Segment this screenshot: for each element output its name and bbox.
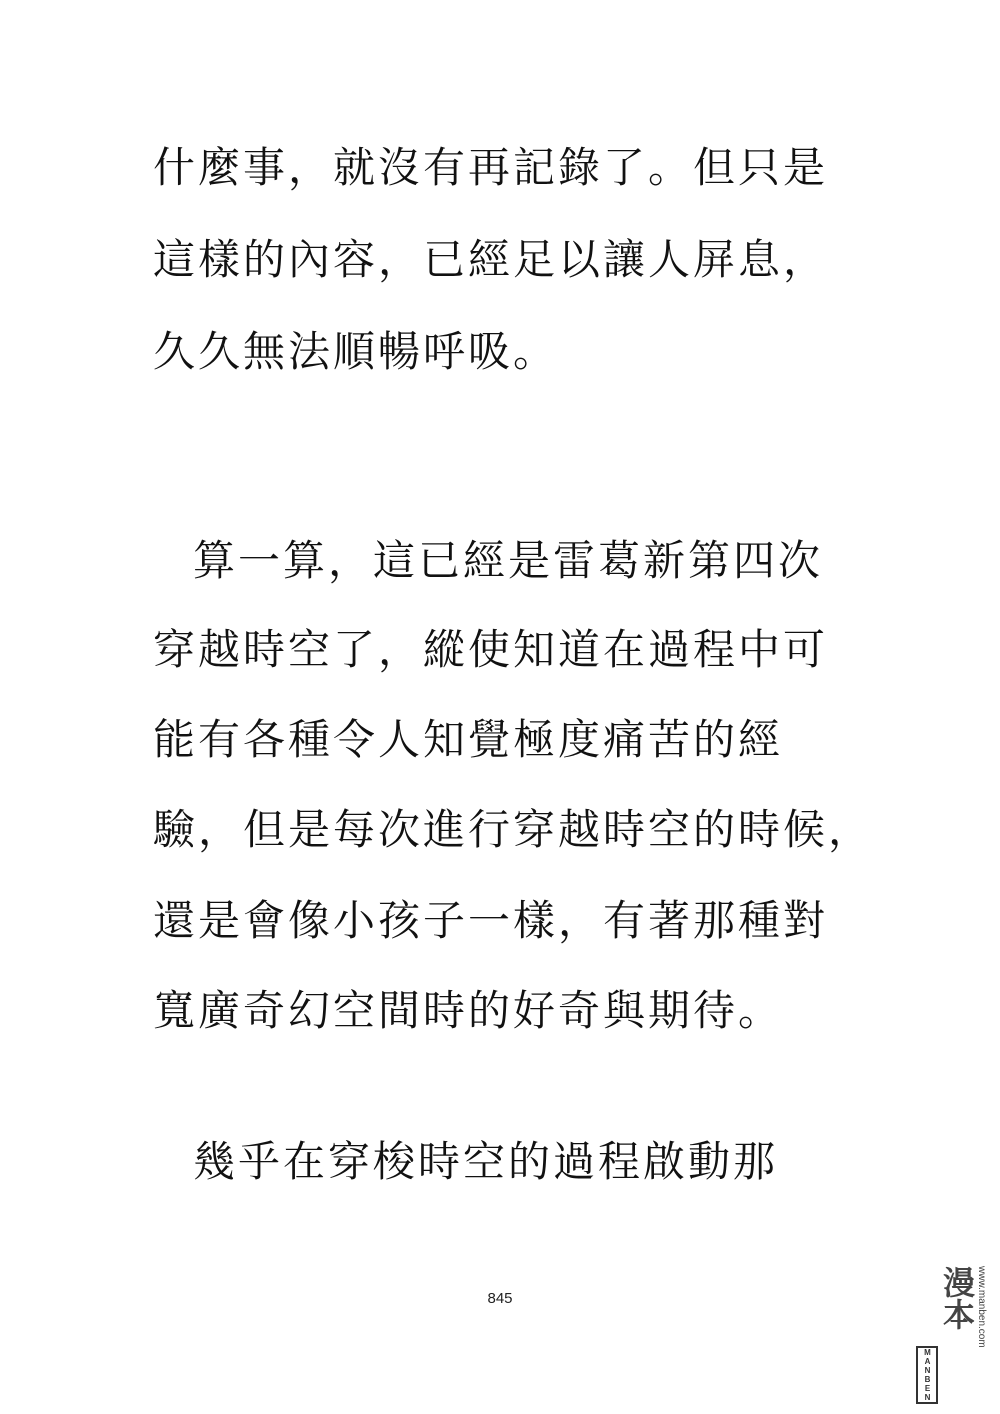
watermark-box xyxy=(916,1346,938,1404)
text-line-8: 還是會像小孩子一樣，有著那種對 xyxy=(153,896,829,945)
watermark-big-text: 漫本 xyxy=(938,1266,976,1330)
text-line-3: 久久無法順暢呼吸。 xyxy=(153,327,559,376)
text-line-10: 幾乎在穿梭時空的過程啟動那 xyxy=(193,1137,779,1186)
page-number: 845 xyxy=(487,1290,513,1307)
text-line-1: 什麼事，就沒有再記錄了。但只是 xyxy=(153,143,829,192)
text-line-4: 算一算，這已經是雷葛新第四次 xyxy=(193,536,824,585)
watermark-box-text: MANBEN xyxy=(923,1348,932,1402)
text-line-2: 這樣的內容，已經足以讓人屏息， xyxy=(153,235,829,284)
text-line-6: 能有各種令人知覺極度痛苦的經 xyxy=(153,715,784,764)
watermark-logo xyxy=(908,1262,992,1408)
text-line-9: 寬廣奇幻空間時的好奇與期待。 xyxy=(153,986,784,1035)
watermark-url: www.manben.com xyxy=(976,1266,987,1348)
text-line-7: 驗，但是每次進行穿越時空的時候， xyxy=(153,805,874,854)
text-line-5: 穿越時空了，縱使知道在過程中可 xyxy=(153,625,829,674)
